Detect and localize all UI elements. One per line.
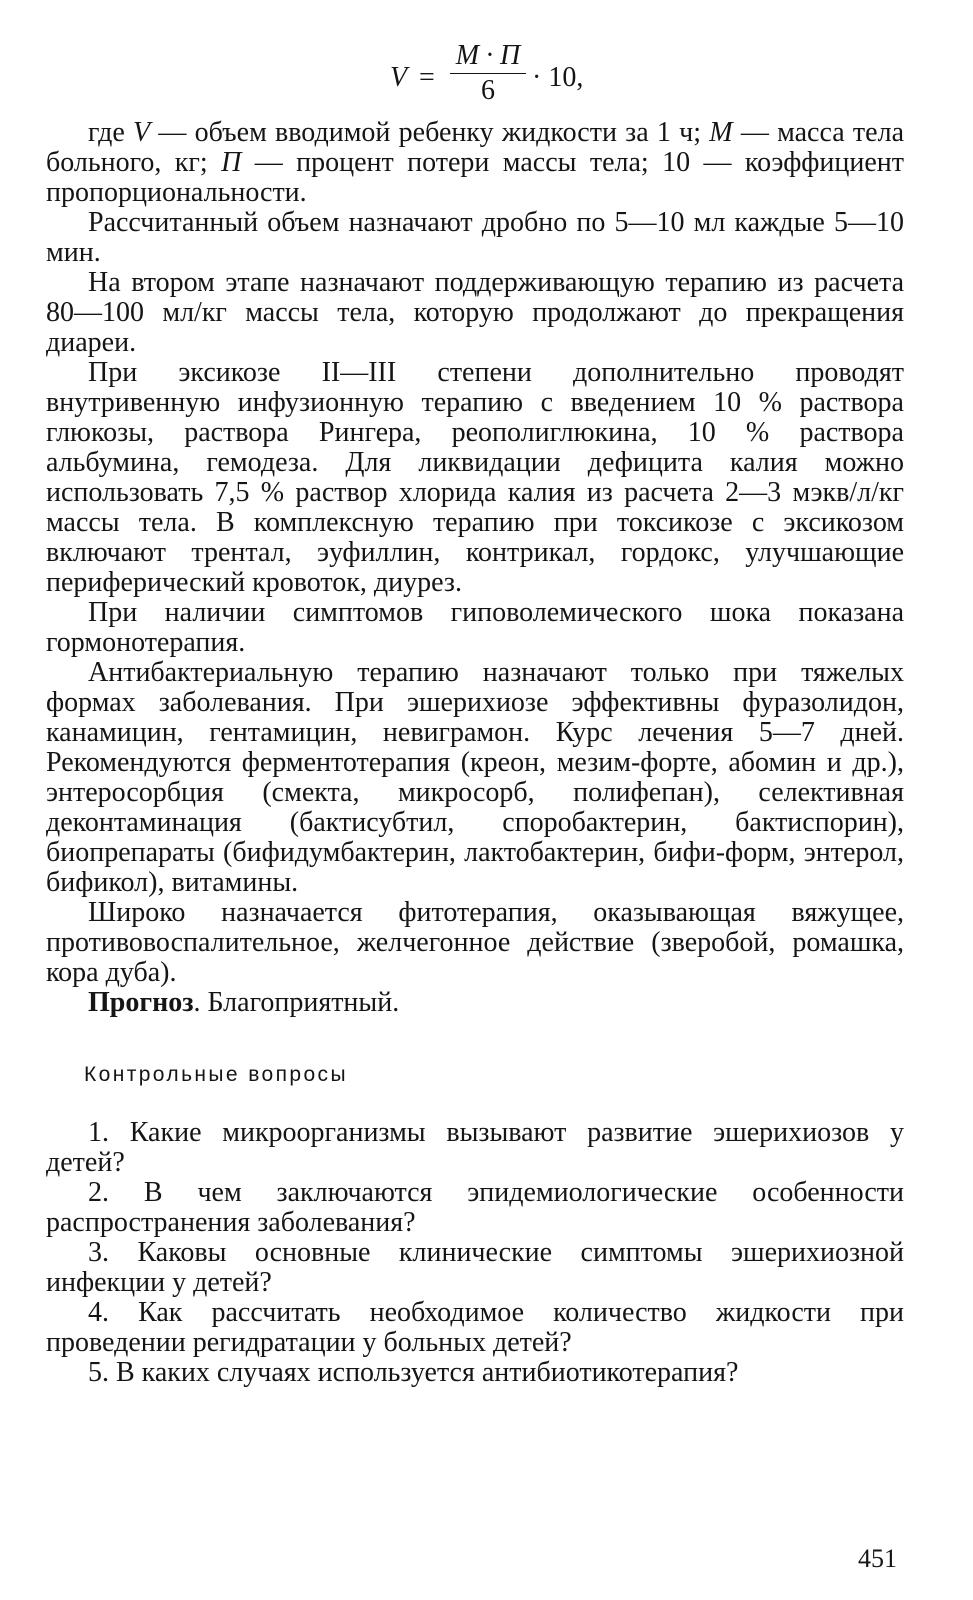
paragraph-antibacterial: Антибактериальную терапию назначают только при тяжелых формах заболевания. При эшерихиозе эффективны фуразолидон, канамицин, гентамицин, невиграмон. Курс лечения 5—7 дней. Рекомендуются ферментотерапия (креон, мезим-форте, абомин и др.), энтеросорбция (смекта, микросорб, полифепан), селективная деконтаминация (бактисубтил, споробактерин, бактиспорин), биопрепараты (бифидумбактерин, лактобактерин, бифи-форм, энтерол, бификол), витамины. xyxy=(46,657,904,898)
paragraph-phytotherapy: Широко назначается фитотерапия, оказывающая вяжущее, противовоспалительное, желчегонное действие (зверобой, ромашка, кора дуба). xyxy=(46,897,904,988)
section-title: Контрольные вопросы xyxy=(84,1063,348,1086)
formula-denominator: 6 xyxy=(481,75,495,106)
definitions-paragraph xyxy=(46,118,904,208)
question-item: 1. Какие микроорганизмы вызывают развитие эшерихиозов у детей? xyxy=(46,1117,904,1178)
v-definition: — объем вводимой ребенку жидкости за 1 ч; xyxy=(150,117,710,148)
question-item: 5. В каких случаях используется антибиотикотерапия? xyxy=(88,1357,739,1388)
p-definition: — процент потери массы тела; 10 — коэффициент пропорциональности. xyxy=(46,147,904,208)
prognosis-label: Прогноз xyxy=(88,987,194,1018)
main-text xyxy=(46,118,904,1018)
fraction-bar xyxy=(450,73,526,74)
paragraph-shock: При наличии симптомов гиповолемического шока показана гормонотерапия. xyxy=(46,597,904,658)
var-m: М xyxy=(709,117,733,148)
formula-numerator: M · П xyxy=(455,40,521,71)
question-item: 4. Как рассчитать необходимое количество жидкости при проведении регидратации у больных детей? xyxy=(46,1297,904,1358)
question-item: 2. В чем заключаются эпидемиологические особенности распространения заболевания? xyxy=(46,1177,904,1238)
formula-equals: = xyxy=(419,62,435,93)
formula-lhs: V xyxy=(390,62,408,93)
var-v: V xyxy=(133,117,151,148)
paragraph-dosage: Рассчитанный объем назначают дробно по 5—10 мл каждые 5—10 мин. xyxy=(46,207,904,268)
prognosis-paragraph xyxy=(46,988,904,1018)
question-item: 3. Каковы основные клинические симптомы эшерихиозной инфекции у детей? xyxy=(46,1237,904,1298)
paragraph-infusion: При эксикозе II—III степени дополнительно проводят внутривенную инфузионную терапию с введением 10 % раствора глюкозы, раствора Рингера, реополиглюкина, 10 % раствора альбумина, гемодеза. Для ликвидации дефицита калия можно использовать 7,5 % раствор хлорида калия из расчета 2—3 мэкв/л/кг массы тела. В комплексную терапию при токсикозе с эксикозом включают трентал, эуфиллин, контрикал, гордокс, улучшающие периферический кровоток, диурез. xyxy=(46,357,904,598)
page-number: 451 xyxy=(858,1544,897,1573)
formula-multiplier: · 10, xyxy=(532,62,584,93)
var-p: П xyxy=(221,147,242,178)
prognosis-text: . Благоприятный. xyxy=(193,987,400,1018)
formula-fraction xyxy=(450,42,526,105)
formula xyxy=(46,40,904,118)
questions-list xyxy=(46,1118,904,1388)
m-definition: — масса тела больного, кг; xyxy=(46,117,904,178)
definitions-prefix: где xyxy=(88,117,134,148)
paragraph-maintenance: На втором этапе назначают поддерживающую терапию из расчета 80—100 мл/кг массы тела, которую продолжают до прекращения диареи. xyxy=(46,267,904,358)
page-body xyxy=(46,40,904,1388)
